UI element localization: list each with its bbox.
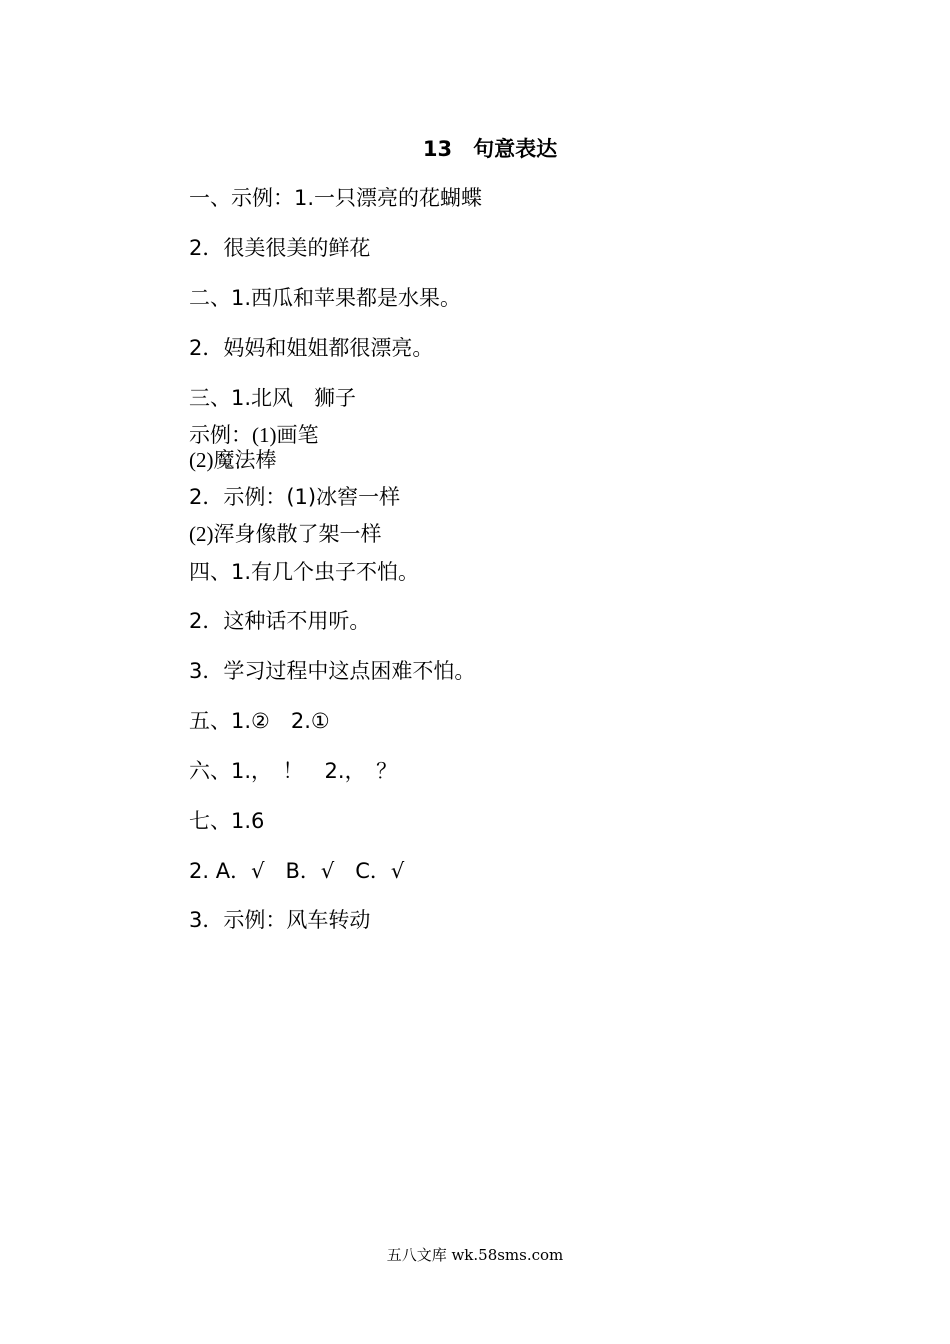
page-title: 13 句意表达 (422, 137, 558, 161)
answer-line-10: 四、1.有几个虫子不怕。 (189, 560, 420, 584)
answer-line-11: 2．这种话不用听。 (189, 609, 371, 633)
answer-line-3: 二、1.西瓜和苹果都是水果。 (189, 286, 462, 310)
answer-line-1: 一、示例：1.一只漂亮的花蝴蝶 (189, 186, 483, 210)
answer-line-4: 2．妈妈和姐姐都很漂亮。 (189, 336, 434, 360)
answer-line-12: 3．学习过程中这点困难不怕。 (189, 659, 476, 683)
answer-line-16: 2. A．√ B．√ C．√ (189, 859, 405, 883)
answer-line-17: 3．示例：风车转动 (189, 908, 371, 932)
answer-line-14: 六、1.， ！ 2.， ？ (189, 759, 398, 783)
answer-line-2: 2．很美很美的鲜花 (189, 236, 371, 260)
footer-watermark: 五八文库 wk.58sms.com (386, 1246, 564, 1264)
answer-line-8: 2．示例：(1)冰窖一样 (189, 485, 401, 509)
answer-line-7: (2)魔法棒 (189, 448, 277, 472)
answer-line-13: 五、1.② 2.① (189, 709, 330, 733)
answer-line-15: 七、1.6 (189, 809, 265, 833)
answer-line-6: 示例：(1)画笔 (189, 423, 319, 447)
answer-line-9: (2)浑身像散了架一样 (189, 522, 382, 546)
answer-line-5: 三、1.北风 狮子 (189, 386, 357, 410)
